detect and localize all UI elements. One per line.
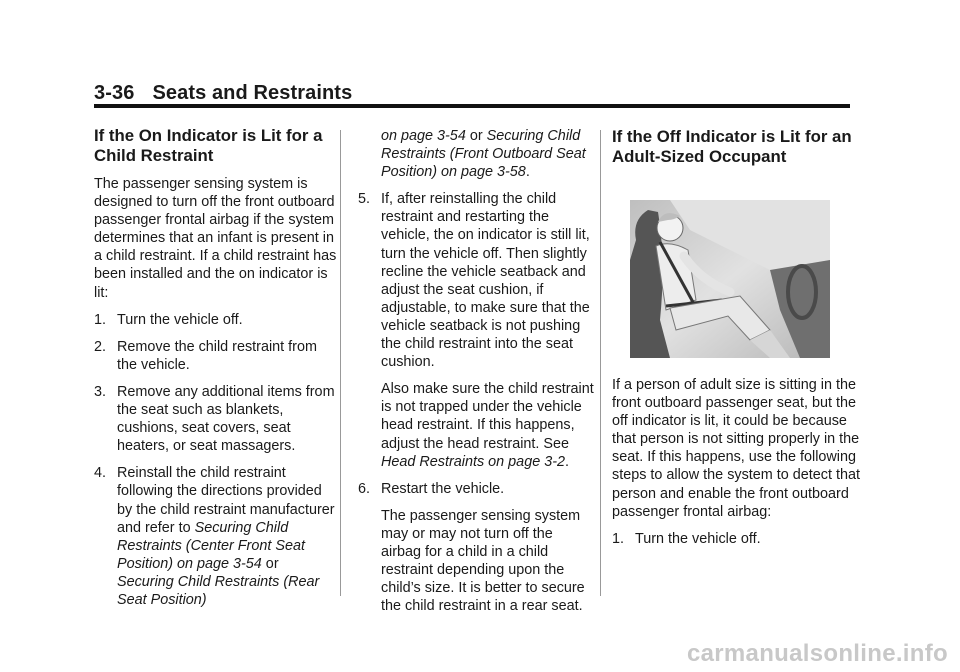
list-item: 5. If, after reinstalling the child restraint and restarting the vehicle, the on indicator is still lit, turn the vehicle off. Then slightly recline the vehicle seatback and adjust the seat cushion, if adjustable, to make sure that the vehicle seatback is not pushing the child restraint into the seat cushion. xyxy=(358,191,590,371)
cross-reference-link[interactable]: on page 3-54 xyxy=(381,128,466,144)
cross-reference-link[interactable]: Securing Child Restraints (Rear Seat Position) xyxy=(117,573,320,608)
cross-reference-link[interactable]: Head Restraints on page 3-2 xyxy=(381,453,565,470)
list-item: 2. Remove the child restraint from the vehicle. xyxy=(94,338,317,373)
column-2 xyxy=(358,127,594,624)
paragraph: on page 3-54 or Securing Child Restraints (Front Outboard Seat Position) on page 3-58. xyxy=(381,128,586,181)
cross-reference-link[interactable]: Securing Child Restraints (Front Outboard Seat Position) on page 3-58 xyxy=(381,128,586,181)
list-item: 3. Remove any additional items from the seat such as blankets, cushions, seat covers, seat heaters, or seat massagers. xyxy=(94,383,335,455)
section-title: Seats and Restraints xyxy=(152,82,353,104)
paragraph: The passenger sensing system is designed to turn off the front outboard passenger frontal airbag if the system determines that an infant is present in a child restraint. If a child restraint has been installed and the on indicator is lit: xyxy=(94,176,337,301)
cross-reference-link[interactable]: Securing Child Restraints (Center Front Seat Position) on page 3-54 xyxy=(117,519,305,572)
header-rule xyxy=(94,104,850,108)
adult-occupant-illustration xyxy=(630,200,830,358)
page-number: 3-36 xyxy=(94,82,135,104)
column-divider xyxy=(600,130,601,596)
list-item: 1. Turn the vehicle off. xyxy=(94,311,243,328)
list-item: 1. Turn the vehicle off. xyxy=(612,530,761,547)
list-item: 6. Restart the vehicle. xyxy=(358,480,505,497)
paragraph: The passenger sensing system may or may not turn off the airbag for a child in a child restraint depending upon the child’s size. It is better to secure the child restraint in a rear seat. xyxy=(381,507,585,615)
list-item: 4. Reinstall the child restraint following the directions provided by the child restraint manufacturer and refer to Securing Child Restraints (Center Front Seat Position) on page 3-54 or Securing Child Restraints (Rear Seat Position) xyxy=(94,465,335,608)
column-1 xyxy=(94,126,338,618)
page-header xyxy=(94,82,352,105)
watermark: carmanualsonline.info xyxy=(686,640,948,667)
section-heading: If the On Indicator is Lit for a Child Restraint xyxy=(94,126,323,165)
paragraph: Also make sure the child restraint is not trapped under the vehicle head restraint. If this happens, adjust the head restraint. See Head Restraints on page 3-2. xyxy=(381,381,594,470)
column-divider xyxy=(340,130,341,596)
paragraph: If a person of adult size is sitting in the front outboard passenger seat, but the off indicator is lit, it could be because that person is not sitting properly in the seat. If this happens, use the following steps to allow the system to detect that person and enable the front outboard passenger frontal airbag: xyxy=(612,377,860,520)
section-heading: If the Off Indicator is Lit for an Adult-Sized Occupant xyxy=(612,127,852,166)
